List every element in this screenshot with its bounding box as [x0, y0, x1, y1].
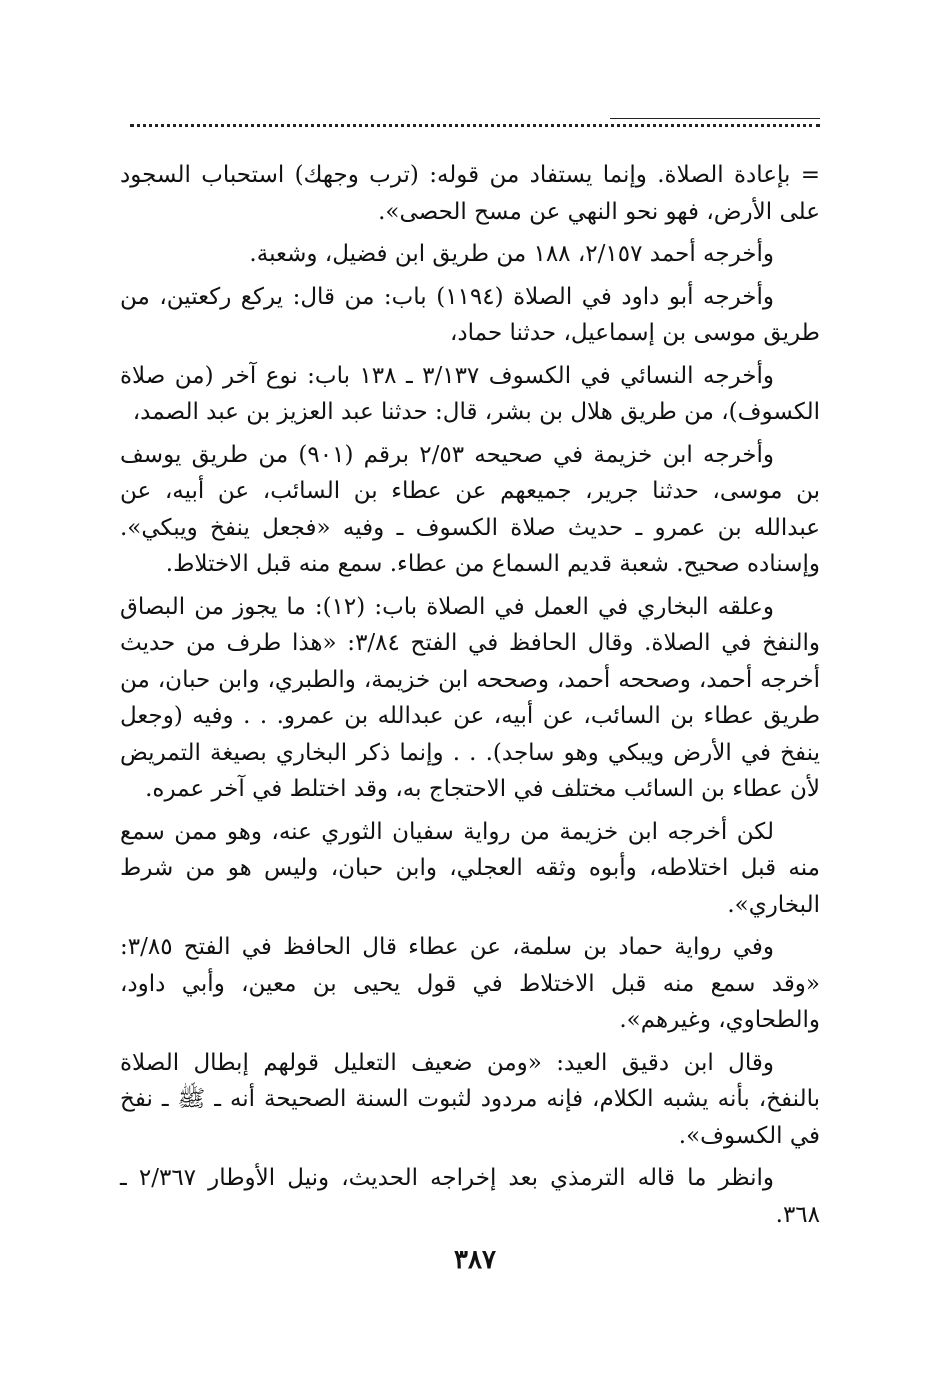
paragraph-nasai: وأخرجه النسائي في الكسوف ٣/١٣٧ ـ ١٣٨ باب: نوع آخر (من صلاة الكسوف)، من طريق هلال بن بشر، قال: حدثنا عبد العزيز بن عبد الصمد،: [120, 362, 820, 425]
paragraph-ibn-khuzayma: وأخرجه ابن خزيمة في صحيحه ٢/٥٣ برقم (٩٠١) من طريق يوسف بن موسى، حدثنا جرير، جميعهم عن عطاء بن السائب، عن أبيه، عن عبدالله بن عمرو ـ حديث صلاة الكسوف ـ وفيه «فجعل ينفخ ويبكي». وإسناده صحيح. شعبة قديم السماع من عطاء. سمع منه قبل الاختلاط.: [120, 441, 820, 577]
page-number: ٣٨٧: [454, 1245, 496, 1275]
paragraph-bukhari: وعلقه البخاري في العمل في الصلاة باب: (١٢): ما يجوز من البصاق والنفخ في الصلاة. وقال الحافظ في الفتح ٣/٨٤: «هذا طرف من حديث أخرجه أحمد، وصححه أحمد، وصححه ابن خزيمة، والطبري، وابن حبان، من طريق عطاء بن السائب، عن أبيه، عن عبدالله بن عمرو. . . وفيه (وجعل ينفخ في الأرض ويبكي وهو ساجد). . . وإنما ذكر البخاري بصيغة التمريض لأن عطاء بن السائب مختلف في الاحتجاج به، وقد اختلط في آخر عمره.: [120, 593, 820, 802]
dotted-rule: [130, 124, 820, 127]
paragraph-hammad: وفي رواية حماد بن سلمة، عن عطاء قال الحافظ في الفتح ٣/٨٥: «وقد سمع منه قبل الاختلاط في قول يحيى بن معين، وأبي داود، والطحاوي، وغيرهم».: [120, 934, 820, 1033]
footnote-separator: [130, 118, 820, 138]
paragraph-abu-dawud: وأخرجه أبو داود في الصلاة (١١٩٤) باب: من قال: يركع ركعتين، من طريق موسى بن إسماعيل، حدثنا حماد،: [120, 283, 820, 346]
solid-rule: [610, 118, 820, 119]
paragraph-continuation: = بإعادة الصلاة. وإنما يستفاد من قوله: (ترب وجهك) استحباب السجود على الأرض، فهو نحو النهي عن مسح الحصى».: [120, 162, 820, 225]
paragraph-thawri: لكن أخرجه ابن خزيمة من رواية سفيان الثوري عنه، وهو ممن سمع منه قبل اختلاطه، وأبوه وثقه العجلي، وابن حبان، وليس هو من شرط البخاري».: [120, 818, 820, 918]
paragraph-ahmad: وأخرجه أحمد ٢/١٥٧، ١٨٨ من طريق ابن فضيل، وشعبة.: [249, 241, 774, 267]
paragraph-tirmidhi: وانظر ما قاله الترمذي بعد إخراجه الحديث، ونيل الأوطار ٢/٣٦٧ ـ ٣٦٨.: [120, 1165, 820, 1228]
footnote-body: [120, 157, 820, 1239]
paragraph-ibn-daqiq: وقال ابن دقيق العيد: «ومن ضعيف التعليل قولهم إبطال الصلاة بالنفخ، بأنه يشبه الكلام، فإنه مردود لثبوت السنة الصحيحة أنه ـ ﷺ ـ نفخ في الكسوف».: [120, 1049, 820, 1149]
